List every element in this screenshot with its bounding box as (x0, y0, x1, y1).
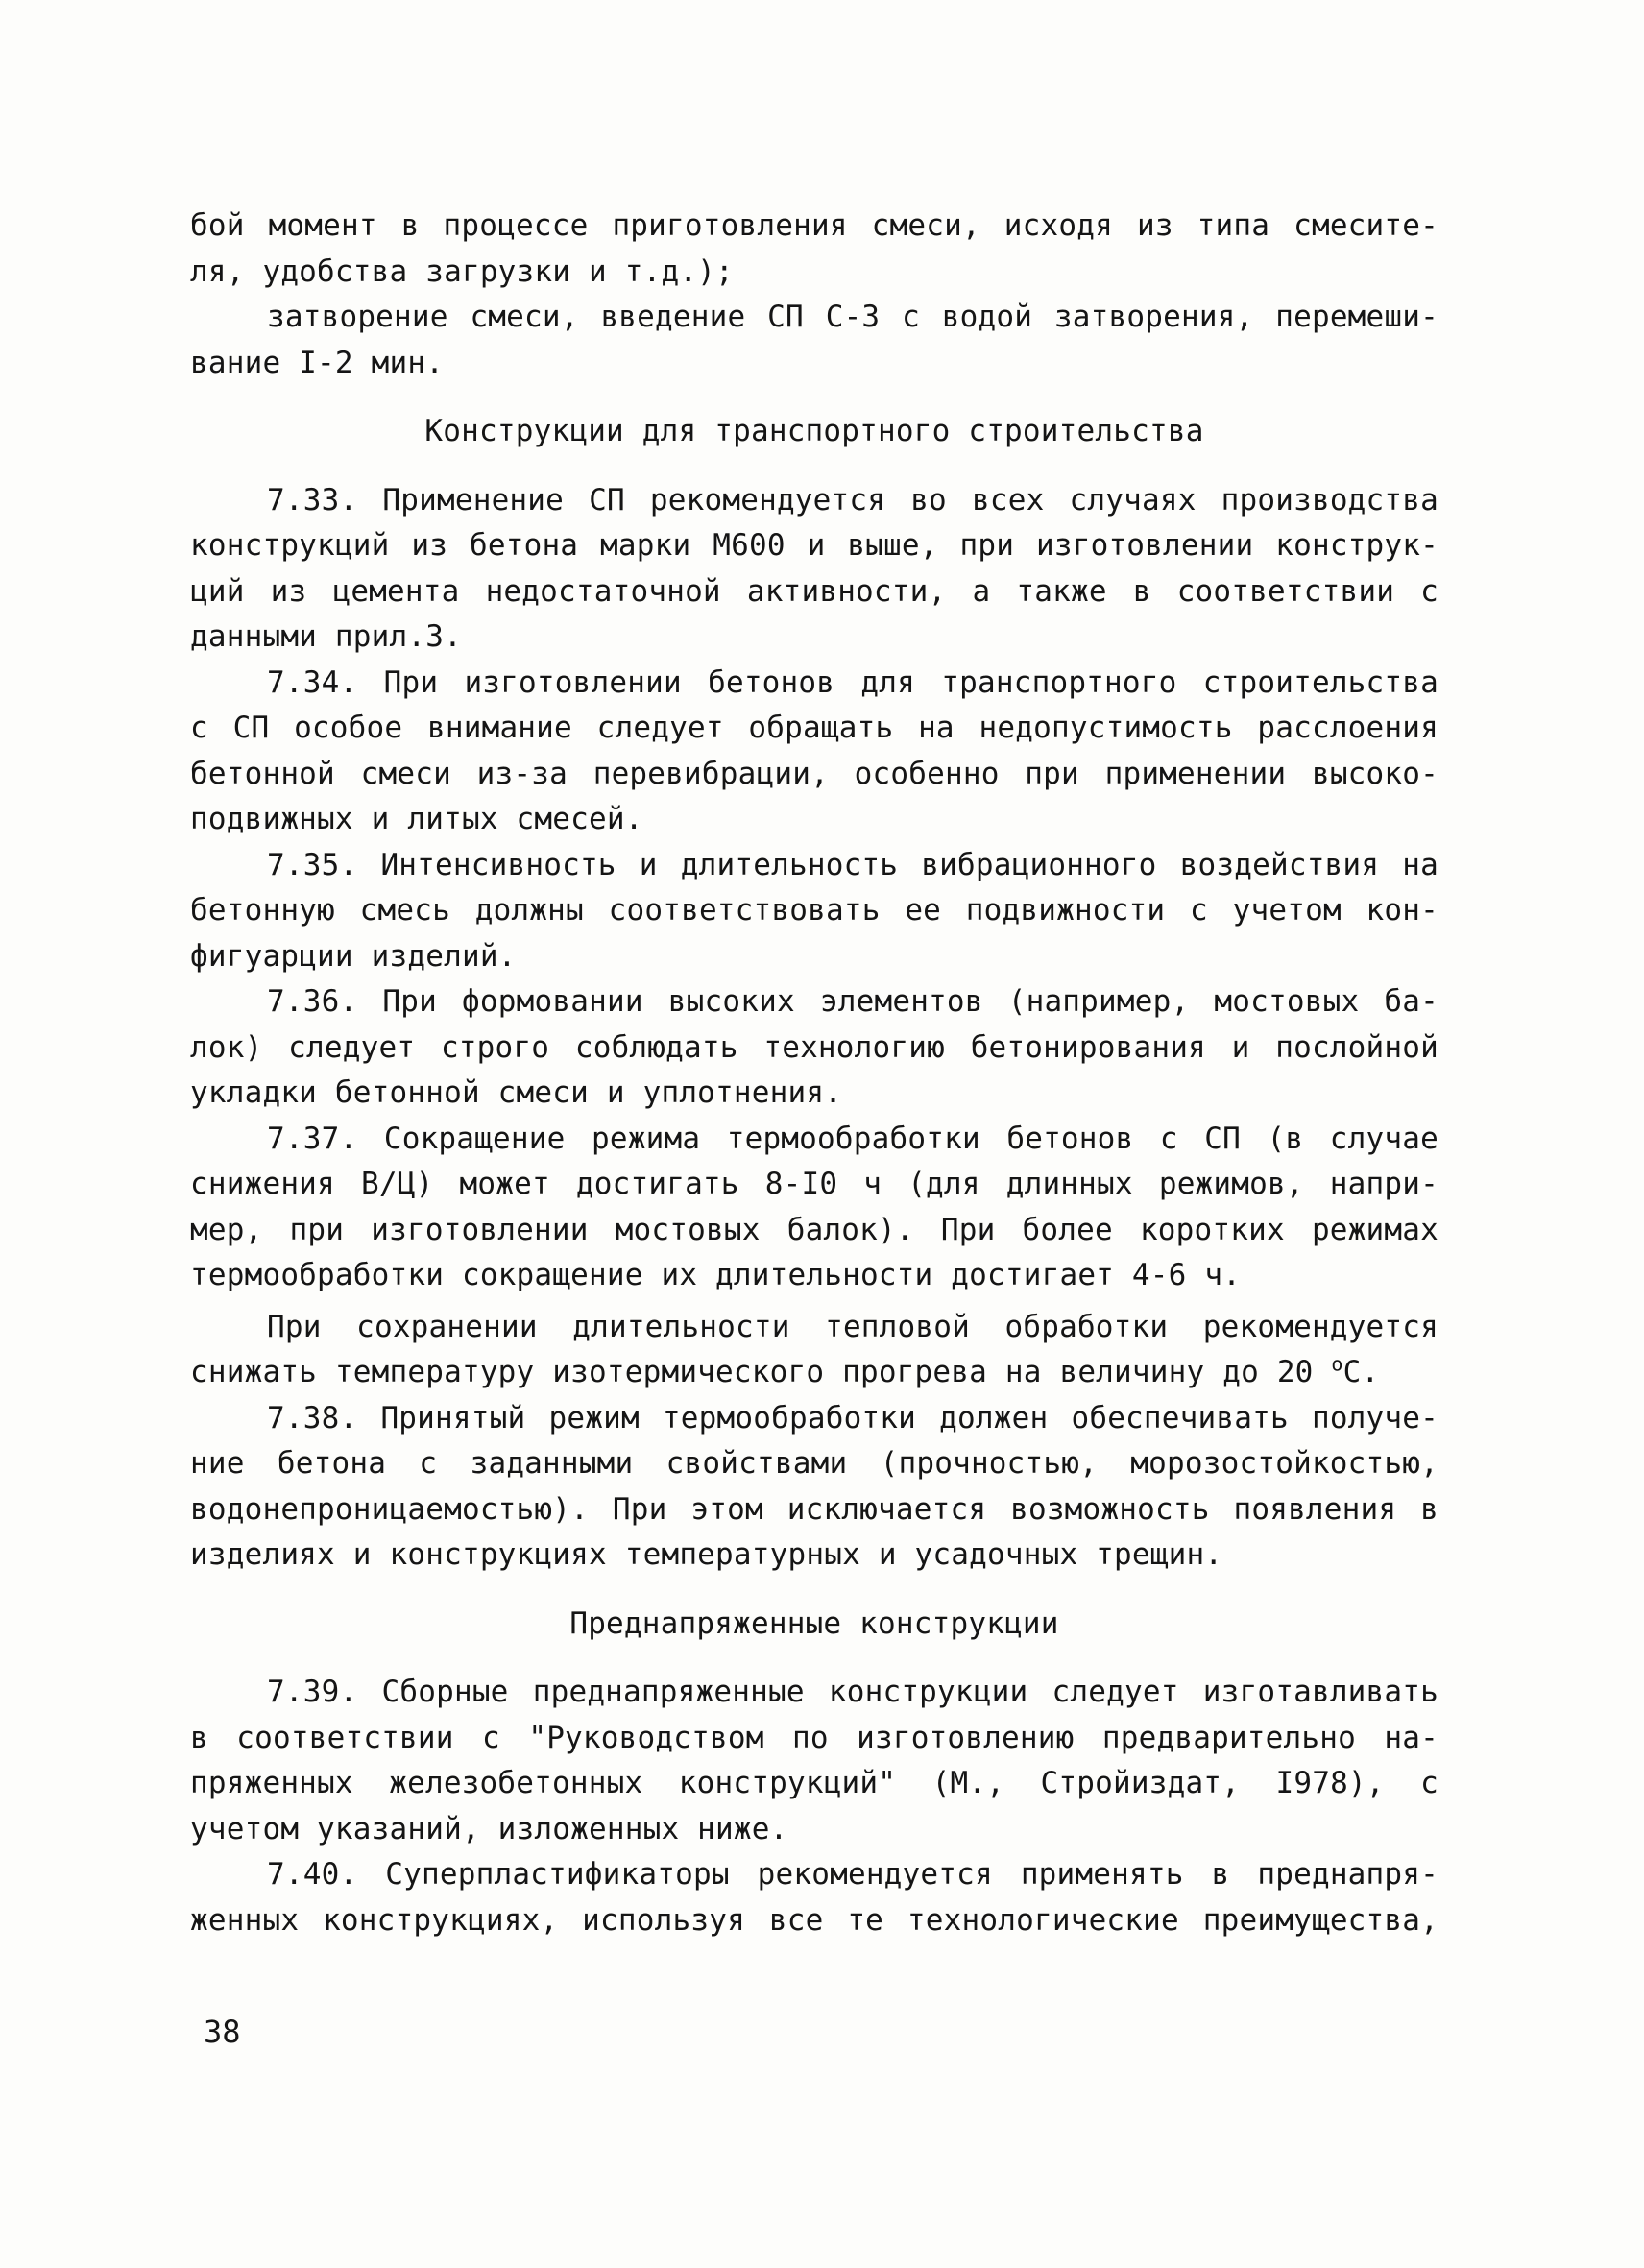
text-line: 7.40. Суперпластификаторы рекомендуется применять в преднапря- (267, 1857, 1438, 1892)
text-line: 7.34. При изготовлении бетонов для транспортного строительства (267, 664, 1438, 700)
paragraph-7-33 (190, 478, 1438, 661)
text-line: 7.38. Принятый режим термообработки должен обеспечивать получе- (267, 1400, 1438, 1436)
text-line: фигуарции изделий. (190, 938, 517, 974)
text-line: При сохранении длительности тепловой обработки рекомендуется (267, 1309, 1438, 1344)
text-line: женных конструкциях, используя все те технологические преимущества, (190, 1902, 1438, 1938)
paragraph-7-37-continuation (190, 1305, 1438, 1396)
text-line: с СП особое внимание следует обращать на недопустимость расслоения (190, 711, 1438, 745)
text-line: затворение смеси, введение СП С-3 с водой затворения, перемеши- (267, 300, 1438, 334)
paragraph-7-40 (190, 1852, 1438, 1943)
text-line: конструкций из бетона марки М600 и выше, при изготовлении конструк- (190, 528, 1438, 563)
text-line: 7.33. Применение СП рекомендуется во всех случаях производства (267, 482, 1438, 518)
degree-superscript: о (1331, 1352, 1343, 1376)
text-line: мер, при изготовлении мостовых балок). При более коротких режимах (190, 1212, 1438, 1247)
text-line: снижения В/Ц) может достигать 8-I0 ч (для длинных режимов, напри- (190, 1167, 1438, 1201)
text-line: бетонной смеси из-за перевибрации, особенно при применении высоко- (190, 756, 1438, 791)
text-line: 7.39. Сборные преднапряженные конструкции следует изготавливать (267, 1675, 1438, 1709)
text-line (190, 1350, 1438, 1396)
text-line: бой момент в процессе приготовления смеси, исходя из типа смесите- (190, 208, 1438, 243)
text-fragment: снижать температуру изотермического прогрева на величину до 20 (190, 1355, 1332, 1389)
text-line: термообработки сокращение их длительности достигает 4-6 ч. (190, 1258, 1242, 1292)
text-line: ля, удобства загрузки и т.д.); (190, 253, 734, 289)
text-line: изделиях и конструкциях температурных и усадочных трещин. (190, 1537, 1223, 1572)
paragraph-7-38 (190, 1396, 1438, 1579)
text-line: лок) следует строго соблюдать технологию бетонирования и послойной (190, 1029, 1438, 1065)
text-line: 7.36. При формовании высоких элементов (например, мостовых ба- (267, 984, 1438, 1019)
paragraph-7-36 (190, 979, 1438, 1117)
section-heading: Преднапряженные конструкции (569, 1605, 1059, 1641)
text-line: пряженных железобетонных конструкций" (М., Стройиздат, I978), с (190, 1766, 1438, 1800)
text-line: бетонную смесь должны соответствовать ее подвижности с учетом кон- (190, 893, 1438, 928)
section-heading: Конструкции для транспортного строительства (424, 414, 1204, 448)
paragraph-7-34 (190, 661, 1438, 843)
text-line: ций из цемента недостаточной активности, а также в соответствии с (190, 573, 1438, 609)
text-line: в соответствии с "Руководством по изготовлению предварительно на- (190, 1720, 1438, 1755)
text-line: учетом указаний, изложенных ниже. (190, 1811, 788, 1846)
page-body (190, 204, 1438, 1943)
text-line: подвижных и литых смесей. (190, 802, 643, 836)
page-number: 38 (204, 2014, 241, 2050)
text-line: данными прил.3. (190, 619, 462, 654)
paragraph-7-39 (190, 1670, 1438, 1852)
text-line: укладки бетонной смеси и уплотнения. (190, 1075, 843, 1110)
paragraph-7-37 (190, 1117, 1438, 1299)
unit-text: С. (1342, 1355, 1380, 1389)
text-line: ние бетона с заданными свойствами (прочностью, морозостойкостью, (190, 1446, 1438, 1481)
text-line: вание I-2 мин. (190, 345, 445, 380)
text-line: 7.35. Интенсивность и длительность вибрационного воздействия на (267, 847, 1438, 882)
text-line: 7.37. Сокращение режима термообработки бетонов с СП (в случае (267, 1121, 1438, 1156)
paragraph-7-35 (190, 843, 1438, 980)
text-line: водонепроницаемостью). При этом исключается возможность появления в (190, 1491, 1438, 1527)
